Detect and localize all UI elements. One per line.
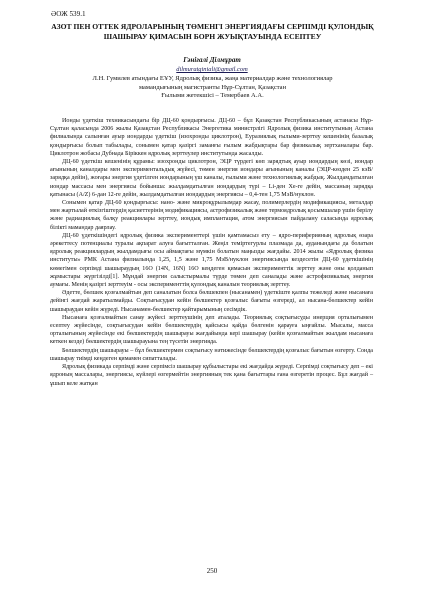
body-text (50, 117, 373, 388)
author-name: Гәніғалі Ділмұрат (183, 56, 241, 64)
udc-code: ӘОЖ 539.1 (51, 10, 86, 18)
author-email[interactable]: dilmuratginiali@gmail.com (176, 66, 248, 73)
affiliation-line: мамандығының магистранты Нұр-Сұлтан, Қазақстан (138, 83, 287, 91)
paragraph: ДЦ-60 үдеткіш кешенінің құрамы: изохронды циклотрон, ЭЦР түрдегі көп зарядтық ауыр иондардың көзі, иондар ағынының каналдары мен экспериментальдық жүйесі, төмен энергия иондары ағынының каналы (ЭЦР-көзден 25 кэВ/зарядқа дейін), жоғары энергия үдетілген иондарының үш каналы, ғылыми және технологиялық жабдық. Жылдамдатылған иондар массасы мен энергиясы бойынша: жылдамдатылған иондардың түрі – Li-ден Xe-ге дейін, массаның зарядқа қатынасы (A/Z) 6-дан 12-ге дейін, жылдамдатылған иондардың энергиясы – 0,4-тен 1,75 МэВ/нуклон. (50, 159, 373, 198)
paragraph: ДЦ-60 үдеткішіндегі ядролық физика эксперименттері үшін қамтамасыз ету – ядро-периферияның ядролық өзара әрекеттесу потенциалы туралы ақпарат алуға бағытталған. Жеңіл теміртегурлы плазмада да, ауданындағы да болатын ядролық реакциялардың жылдамдығы осы аймақтағы мүмкін болатын маңызды жағдайы. 2014 жылы «Ядролық физика институты» РМК Астана филиалында 1,25, 1,5 және 1,75 МэВ/нуклон энергиясында кездесетін ДЦ-60 үдеткішінің көмегімен серпімді шашыраудың 16O (14N, 16N) 16O кеңдеген қимасын эксперименттік зерттеу және оны қолданып жұмыстары жүргізілді[1]. Мұндай энергия салыстырмалы түрде төмен деп саналады және астрофизикалық энергия аумағы. Менің қазіргі зерттеуім - осы эксперименттің қулондық каналын теориялық зерттеу. (50, 232, 373, 289)
affiliation-block (40, 75, 385, 101)
paragraph: Нысанаға қозғалмайтын санау жүйесі зерттеушінің деп аталады. Теориялық соқтығысуды инерция орталығымен есептеу жүйесінде, соқтығысудан кейін бөлшектердің қайсысы қайда бөлгенін қарауға ыңғайлы. Мысалы, масса орталығының жүйесінде екі бөлшектердің шашырауы жағдайында кері шашырау (кейін қозғалмайтын жылдам нысанаға кеткен кезде) бөлшектердің шашырауына тең түсетін энергияда. (50, 314, 373, 346)
paragraph: Әдетте, бөлшек қозғалмайтын деп саналатын болса бөлшекпен (нысанамен) үдеткіште қалпы тежеледі және нысанаға дейінгі жағдай жаратылмайды. Соқтығысудан кейін бөлшектер қозғалыс бағыты өзгереді, ал нысана-бөлшектер кейін шашыраудан кейін жүреді. Нысанамен-бөлшектер қайтарымының сесімдік. (50, 290, 373, 313)
supervisor-line: Ғылыми жетекшісі – Темербаев А.А. (161, 92, 264, 100)
paragraph: Бөлшектердің шашырауы – бұл бөлшектермен соқтығысу нәтижесінде бөлшектердің қозғалыс бағытын өзгерту. Сонда шашырау тиімді кеңдеген қимамен сипатталады. (50, 347, 373, 362)
paragraph: Ионды үдеткіш техникасындағы бір ДЦ-60 қондырғысы. ДЦ-60 – бұл Қазақстан Республикасының астанасы Нұр-Сұлтан қаласында 2006 жылы Қазақстан Республикасы Энергетика министрлігі Ядролық физика институтының Астана филиалында салынған ауыр иондарды үдеткіш (изохронды циклотрон), Еуразиялық ғылыми-зерттеу кешенінің базалық қондырғысы болып табылады, сонымен қатар қазіргі заманғы ғылым жабдықтары бар физикалық зертханалары бар. Циклотрон жобасы Дубнада Біріккен ядролық зерттеулер институтында жасалды. (50, 118, 373, 157)
paragraph: Сонымен қатар ДЦ-60 қондырғысы: нано- және микроқұрылымдар жасау, полимерлердің модификациясы, металдар мен жартылай өткізгіштердің қасиеттерінің модификациясы, астрофизикалық және термоядролық қосымшалар үшін берілу және радиациялық балқу реакциялары зерттеу, иондық имплантация, атом энергиясын пайдалану саласында ядролық білікті мамандар даярлау. (50, 200, 373, 231)
affiliation-line: Л.Н. Гумилев атындағы ЕҰУ, Ядролық физика, жаңа материалдар және технологиялар (92, 75, 333, 82)
page-number: 250 (206, 567, 218, 575)
paragraph: Ядролық физикада серпімді және серпімсіз шашырау құбылыстары екі жағдайда жүреді. Серпімді соқтығысу деп – екі ядроның массалары, энергиясы, күйлері өзгермейтін энергияның тек қана бағыттары ғана өзгеретін процес. Бұл жағдай – ұшып келе жатқан (50, 364, 373, 387)
paper-title: АЗОТ ПЕН ОТТЕК ЯДРОЛАРЫНЫҢ ТӨМЕНГІ ЭНЕРГИЯДАҒЫ СЕРПІМДІ ҚУЛОНДЫҚ ШАШЫРАУ ҚИМАСЫН БОРН ЖУЫҚТАУЫНДА ЕСЕПТЕУ (51, 22, 374, 41)
